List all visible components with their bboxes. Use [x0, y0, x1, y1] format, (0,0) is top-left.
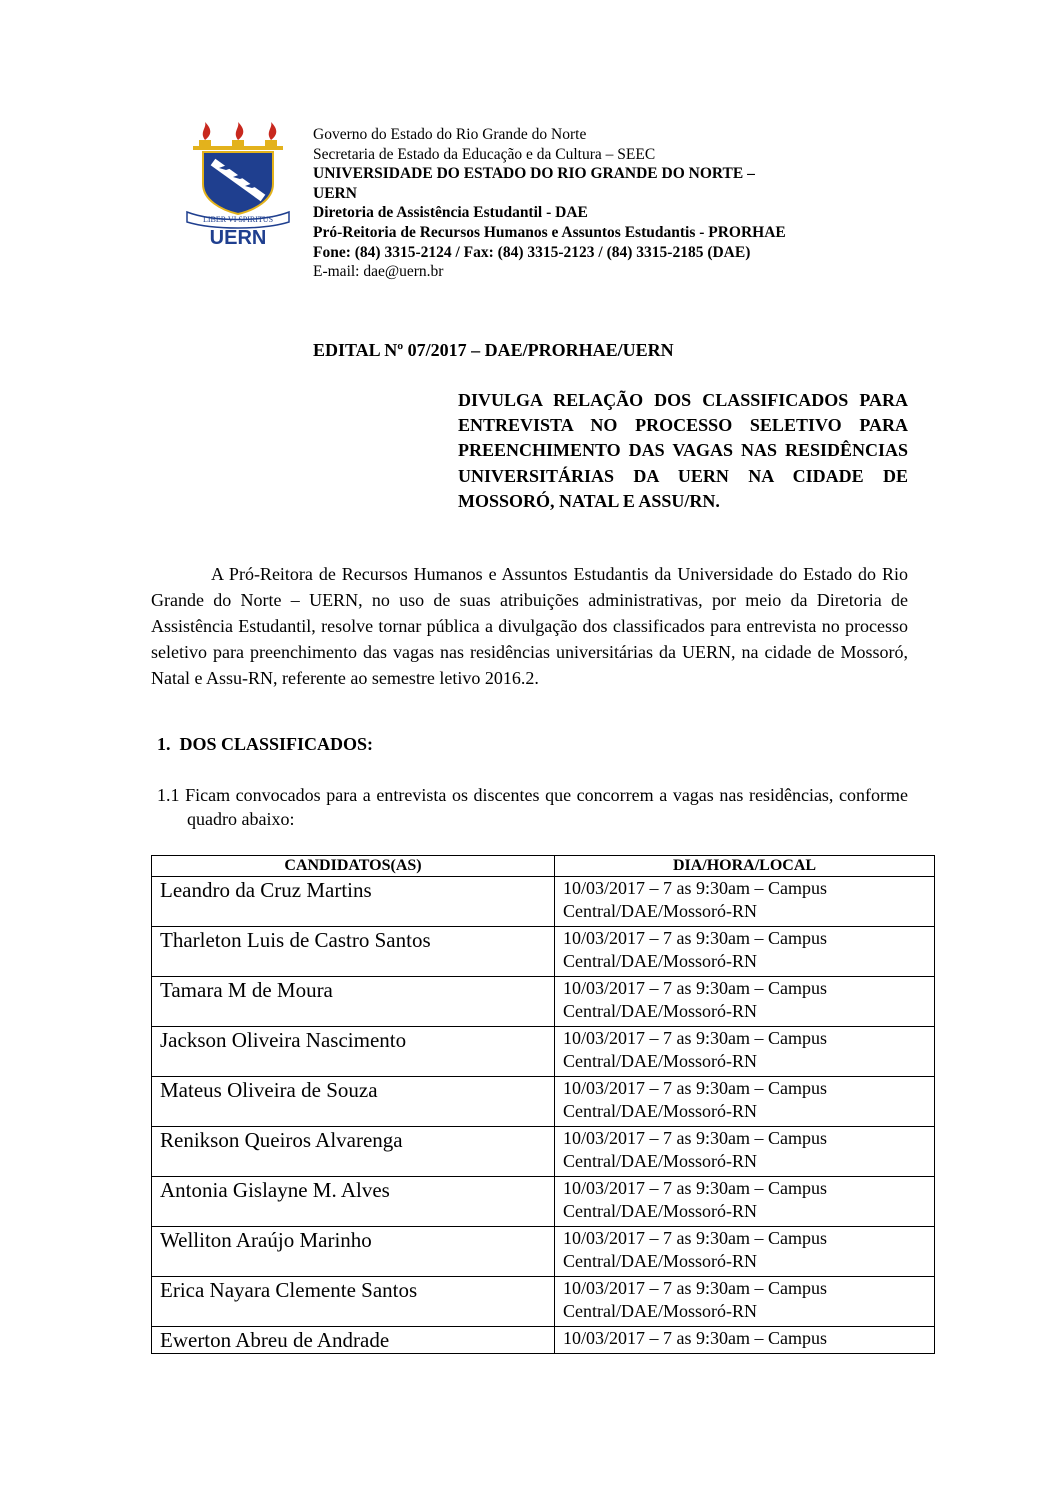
- candidate-schedule: [555, 1227, 935, 1277]
- candidate-name: Leandro da Cruz Martins: [152, 877, 555, 927]
- schedule-line: 10/03/2017 – 7 as 9:30am – Campus: [563, 1328, 827, 1348]
- candidate-schedule: [555, 877, 935, 927]
- candidate-name: Antonia Gislayne M. Alves: [152, 1177, 555, 1227]
- schedule-line: Central/DAE/Mossoró-RN: [563, 1251, 757, 1271]
- candidate-name: Welliton Araújo Marinho: [152, 1227, 555, 1277]
- candidate-name: Tharleton Luis de Castro Santos: [152, 927, 555, 977]
- schedule-line: Central/DAE/Mossoró-RN: [563, 1101, 757, 1121]
- section-number: 1.: [157, 734, 171, 754]
- header-line-university: UNIVERSIDADE DO ESTADO DO RIO GRANDE DO NORTE –: [313, 165, 755, 183]
- table-header-row: [152, 856, 935, 877]
- intro-paragraph: A Pró-Reitora de Recursos Humanos e Assuntos Estudantis da Universidade do Estado do Rio Grande do Norte – UERN, no uso de suas atribuições administrativas, por meio da Diretoria de Assistência Estudantil, resolve tornar pública a divulgação dos classificados para entrevista no processo seletivo para preenchimento das vagas nas residências universitárias da UERN, na cidade de Mossoró, Natal e Assu-RN, referente ao semestre letivo 2016.2.: [151, 564, 908, 688]
- header-line-acronym: UERN: [313, 184, 357, 202]
- section-title: DOS CLASSIFICADOS:: [179, 734, 374, 754]
- item-text: Ficam convocados para a entrevista os discentes que concorrem a vagas nas residências, conforme quadro abaixo:: [185, 785, 908, 829]
- header-line-secretariat: Secretaria de Estado da Educação e da Cultura – SEEC: [313, 145, 656, 163]
- candidate-name: Jackson Oliveira Nascimento: [152, 1027, 555, 1077]
- institution-header: [313, 125, 913, 282]
- schedule-line: Central/DAE/Mossoró-RN: [563, 951, 757, 971]
- candidate-schedule: [555, 1177, 935, 1227]
- candidate-name: Mateus Oliveira de Souza: [152, 1077, 555, 1127]
- schedule-line: 10/03/2017 – 7 as 9:30am – Campus: [563, 928, 827, 948]
- schedule-line: 10/03/2017 – 7 as 9:30am – Campus: [563, 978, 827, 998]
- candidate-name: Renikson Queiros Alvarenga: [152, 1127, 555, 1177]
- candidates-table: [151, 855, 935, 1354]
- document-subject: DIVULGA RELAÇÃO DOS CLASSIFICADOS PARA ENTREVISTA NO PROCESSO SELETIVO PARA PREENCHIMENTO DAS VAGAS NAS RESIDÊNCIAS UNIVERSITÁRIAS DA UERN NA CIDADE DE MOSSORÓ, NATAL E ASSU/RN.: [458, 390, 908, 511]
- schedule-line: Central/DAE/Mossoró-RN: [563, 1051, 757, 1071]
- candidate-name: Tamara M de Moura: [152, 977, 555, 1027]
- torch-icons: [193, 122, 283, 150]
- schedule-line: Central/DAE/Mossoró-RN: [563, 1151, 757, 1171]
- document-title: EDITAL Nº 07/2017 – DAE/PRORHAE/UERN: [313, 340, 674, 360]
- candidate-name: Ewerton Abreu de Andrade: [152, 1327, 555, 1354]
- logo-ribbon-text: LIBER VI SPIRITUS: [202, 215, 274, 224]
- header-line-prorectorate: Pró-Reitoria de Recursos Humanos e Assuntos Estudantis - PRORHAE: [313, 223, 786, 241]
- schedule-line: Central/DAE/Mossoró-RN: [563, 1301, 757, 1321]
- schedule-line: 10/03/2017 – 7 as 9:30am – Campus: [563, 1078, 827, 1098]
- schedule-line: 10/03/2017 – 7 as 9:30am – Campus: [563, 1028, 827, 1048]
- column-header-schedule: DIA/HORA/LOCAL: [555, 856, 935, 877]
- schedule-line: 10/03/2017 – 7 as 9:30am – Campus: [563, 1178, 827, 1198]
- candidate-schedule: [555, 1327, 935, 1354]
- table-row: [152, 877, 935, 927]
- schedule-line: Central/DAE/Mossoró-RN: [563, 1201, 757, 1221]
- candidate-schedule: [555, 927, 935, 977]
- candidate-schedule: [555, 1277, 935, 1327]
- candidate-schedule: [555, 1127, 935, 1177]
- candidate-name: Erica Nayara Clemente Santos: [152, 1277, 555, 1327]
- schedule-line: 10/03/2017 – 7 as 9:30am – Campus: [563, 1278, 827, 1298]
- schedule-line: Central/DAE/Mossoró-RN: [563, 901, 757, 921]
- table-row: [152, 1127, 935, 1177]
- schedule-line: Central/DAE/Mossoró-RN: [563, 1001, 757, 1021]
- table-row: [152, 1177, 935, 1227]
- header-line-government: Governo do Estado do Rio Grande do Norte: [313, 126, 587, 143]
- header-line-directorate: Diretoria de Assistência Estudantil - DAE: [313, 204, 588, 222]
- schedule-line: 10/03/2017 – 7 as 9:30am – Campus: [563, 1128, 827, 1148]
- table-row: [152, 1277, 935, 1327]
- column-header-candidates: CANDIDATOS(AS): [152, 856, 555, 877]
- table-row: [152, 1027, 935, 1077]
- section-item: [157, 783, 908, 831]
- schedule-line: 10/03/2017 – 7 as 9:30am – Campus: [563, 878, 827, 898]
- table-row: [152, 1327, 935, 1354]
- header-line-phone: Fone: (84) 3315-2124 / Fax: (84) 3315-2123 / (84) 3315-2185 (DAE): [313, 243, 751, 261]
- table-row: [152, 977, 935, 1027]
- candidate-schedule: [555, 1077, 935, 1127]
- section-heading: [157, 734, 373, 755]
- table-row: [152, 1077, 935, 1127]
- uern-logo: [183, 122, 293, 246]
- header-line-email: E-mail: dae@uern.br: [313, 263, 444, 281]
- logo-acronym: UERN: [209, 227, 267, 246]
- item-number: 1.1: [157, 785, 180, 805]
- candidate-schedule: [555, 977, 935, 1027]
- schedule-line: 10/03/2017 – 7 as 9:30am – Campus: [563, 1228, 827, 1248]
- table-row: [152, 1227, 935, 1277]
- candidate-schedule: [555, 1027, 935, 1077]
- table-row: [152, 927, 935, 977]
